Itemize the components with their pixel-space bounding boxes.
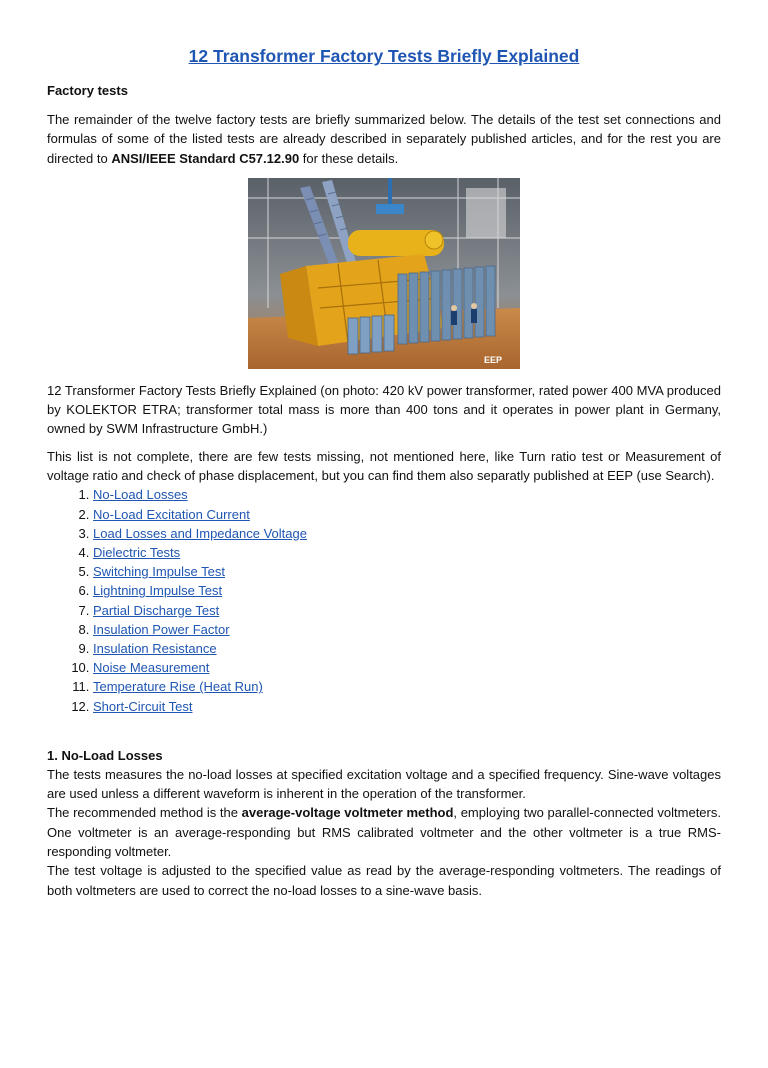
section1-paragraph-3: The test voltage is adjusted to the specified value as read by the average-responding voltmeters. The readings of both voltmeters are used to correct the no-load losses to a sine-wave basis. <box>47 863 721 898</box>
test-link-temperature-rise[interactable]: Temperature Rise (Heat Run) <box>93 679 263 695</box>
list-item <box>93 639 721 658</box>
test-link-dielectric-tests[interactable]: Dielectric Tests <box>93 544 181 560</box>
list-intro-paragraph: This list is not complete, there are few tests missing, not mentioned here, like Turn ratio test or Measurement of voltage ratio and check of phase displacement, but you can find them also separatly published at EEP (use Search). <box>47 448 721 484</box>
photo-watermark: EEP <box>484 354 503 365</box>
test-link-noise-measurement[interactable]: Noise Measurement <box>93 660 210 676</box>
test-link-insulation-resistance[interactable]: Insulation Resistance <box>93 641 217 656</box>
standard-reference: ANSI/IEEE Standard C57.12.90 <box>111 150 300 166</box>
photo-caption: 12 Transformer Factory Tests Briefly Explained (on photo: 420 kV power transformer, rated power 400 MVA produced by KOLEKTOR ETRA; transformer total mass is more than 400 tons and it operates in power plant in Germany, owned by SWM Infrastructure GmbH.) <box>47 382 721 437</box>
list-item <box>93 677 721 696</box>
list-item <box>93 697 721 716</box>
list-item <box>93 505 721 524</box>
test-link-switching-impulse[interactable]: Switching Impulse Test <box>93 564 225 580</box>
test-link-lightning-impulse[interactable]: Lightning Impulse Test <box>93 583 223 599</box>
section-heading-no-load-losses: 1. No-Load Losses <box>47 747 163 763</box>
list-item <box>93 485 721 504</box>
transformer-photo <box>248 178 520 369</box>
test-link-short-circuit[interactable]: Short-Circuit Test <box>93 698 193 714</box>
document-page <box>0 44 768 1068</box>
section1-paragraph-2: The recommended method is the average-voltage voltmeter method, employing two parallel-connected voltmeters. One voltmeter is an average-responding but RMS calibrated voltmeter and the other voltmeter is a true RMS-responding voltmeter. <box>47 805 721 859</box>
test-link-no-load-losses[interactable]: No-Load Losses <box>93 487 188 503</box>
list-item <box>93 658 721 677</box>
method-name: average-voltage voltmeter method <box>241 805 454 821</box>
test-link-load-losses[interactable]: Load Losses and Impedance Voltage <box>93 525 307 541</box>
intro-paragraph: The remainder of the twelve factory tests are briefly summarized below. The details of the test set connections and formulas of some of the listed tests are already described in separately published articles, and for the rest you are directed to ANSI/IEEE Standard C57.12.90 for these details. <box>47 112 721 166</box>
test-link-no-load-excitation-current[interactable]: No-Load Excitation Current <box>93 506 250 522</box>
tests-list <box>47 485 721 715</box>
section1-paragraph-1: The tests measures the no-load losses at specified excitation voltage and a specified frequency. Sine-wave voltages are used unless a different waveform is inherent in the operation of the transformer. <box>47 766 721 802</box>
test-link-insulation-power-factor[interactable]: Insulation Power Factor <box>93 621 230 637</box>
list-item <box>93 581 721 600</box>
list-item <box>93 562 721 581</box>
test-link-partial-discharge[interactable]: Partial Discharge Test <box>93 602 220 618</box>
transformer-photo-illustration <box>248 178 520 369</box>
section-subheading: Factory tests <box>47 83 128 98</box>
list-item <box>93 524 721 543</box>
list-item <box>93 620 721 639</box>
page-title: 12 Transformer Factory Tests Briefly Explained <box>188 46 580 66</box>
list-item <box>93 543 721 562</box>
list-item <box>93 601 721 620</box>
